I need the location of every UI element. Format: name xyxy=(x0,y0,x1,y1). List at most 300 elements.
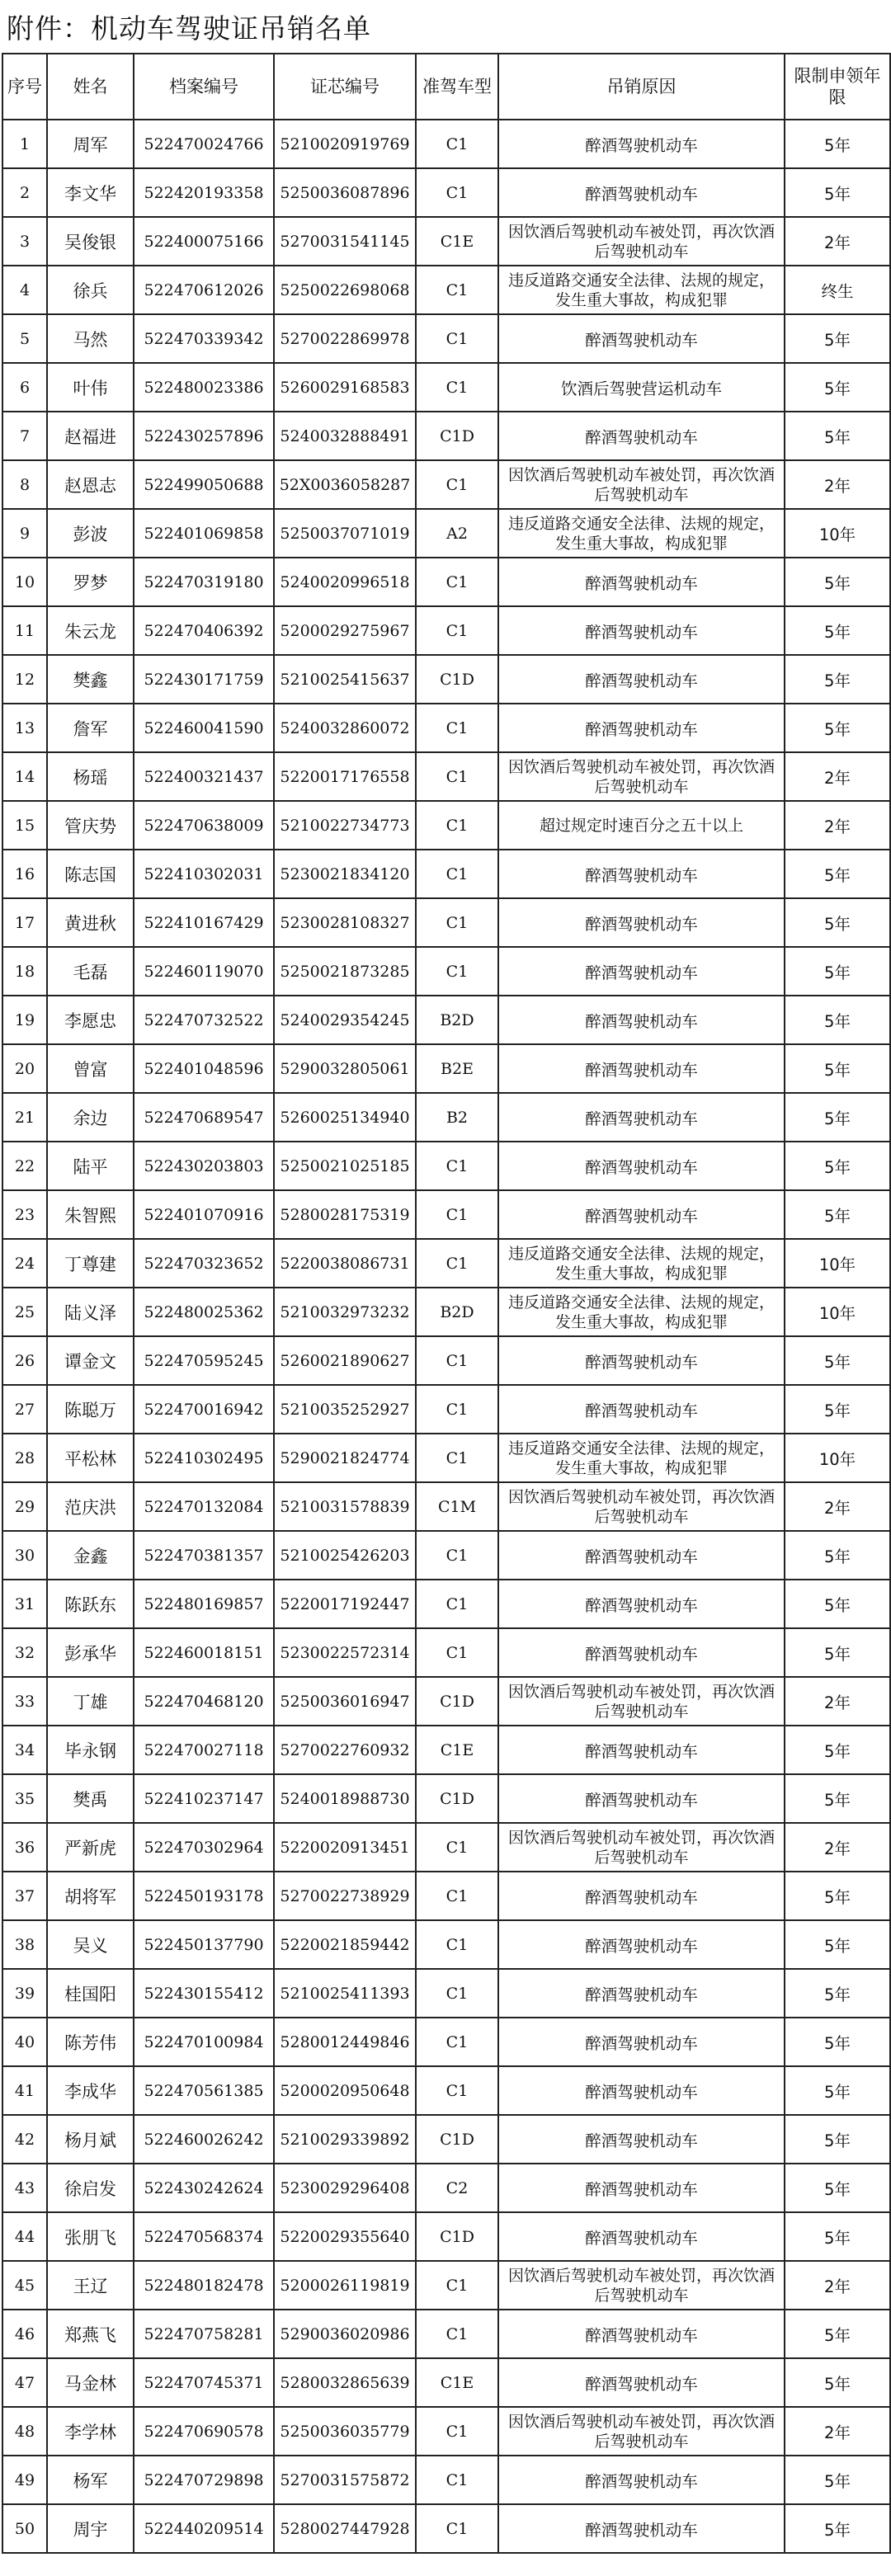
cell-file-no: 522470100984 xyxy=(134,2018,274,2066)
cell-seq: 36 xyxy=(2,1823,47,1872)
table-row xyxy=(2,801,890,850)
cell-name: 陆平 xyxy=(47,1142,134,1190)
cell-seq: 18 xyxy=(2,947,47,996)
cell-file-no: 522480023386 xyxy=(134,363,274,412)
cell-limit: 5年 xyxy=(785,1093,890,1142)
cell-class: C1 xyxy=(416,1872,498,1920)
cell-cert-no: 5270031575872 xyxy=(274,2456,416,2504)
table-row xyxy=(2,363,890,412)
cell-limit: 5年 xyxy=(785,2504,890,2553)
cell-seq: 45 xyxy=(2,2261,47,2310)
cell-cert-no: 5270022869978 xyxy=(274,314,416,363)
cell-seq: 34 xyxy=(2,1726,47,1774)
cell-limit: 5年 xyxy=(785,168,890,217)
cell-class: C1 xyxy=(416,1823,498,1872)
table-row xyxy=(2,606,890,655)
cell-seq: 14 xyxy=(2,752,47,801)
table-row xyxy=(2,898,890,947)
header-cert-no: 证芯编号 xyxy=(274,54,416,120)
cell-class: C1 xyxy=(416,2407,498,2456)
cell-reason: 因饮酒后驾驶机动车被处罚，再次饮酒后驾驶机动车 xyxy=(498,2261,785,2310)
cell-name: 罗梦 xyxy=(47,558,134,606)
table-row xyxy=(2,2164,890,2212)
revocation-table xyxy=(2,53,891,2554)
cell-class: C1 xyxy=(416,2018,498,2066)
cell-limit: 5年 xyxy=(785,2212,890,2261)
cell-reason: 醉酒驾驶机动车 xyxy=(498,996,785,1044)
cell-file-no: 522460026242 xyxy=(134,2115,274,2164)
cell-name: 丁雄 xyxy=(47,1677,134,1726)
cell-name: 曾富 xyxy=(47,1044,134,1093)
table-row xyxy=(2,704,890,752)
cell-limit: 10年 xyxy=(785,1288,890,1336)
cell-limit: 5年 xyxy=(785,1044,890,1093)
cell-limit: 5年 xyxy=(785,412,890,460)
cell-cert-no: 5290036020986 xyxy=(274,2310,416,2358)
cell-seq: 24 xyxy=(2,1239,47,1288)
cell-name: 彭承华 xyxy=(47,1628,134,1677)
cell-limit: 终生 xyxy=(785,266,890,314)
cell-class: C1 xyxy=(416,1142,498,1190)
cell-file-no: 522440209514 xyxy=(134,2504,274,2553)
cell-reason: 醉酒驾驶机动车 xyxy=(498,1628,785,1677)
cell-cert-no: 5250036087896 xyxy=(274,168,416,217)
cell-name: 平松林 xyxy=(47,1434,134,1482)
cell-seq: 21 xyxy=(2,1093,47,1142)
cell-class: C1 xyxy=(416,2261,498,2310)
table-row xyxy=(2,1190,890,1239)
cell-file-no: 522470406392 xyxy=(134,606,274,655)
cell-class: C1 xyxy=(416,1920,498,1969)
cell-class: C1 xyxy=(416,1531,498,1580)
cell-file-no: 522470595245 xyxy=(134,1336,274,1385)
cell-seq: 39 xyxy=(2,1969,47,2018)
cell-seq: 8 xyxy=(2,460,47,509)
cell-cert-no: 5230021834120 xyxy=(274,850,416,898)
cell-limit: 5年 xyxy=(785,606,890,655)
cell-class: C1D xyxy=(416,1774,498,1823)
table-row xyxy=(2,1872,890,1920)
cell-file-no: 522430155412 xyxy=(134,1969,274,2018)
cell-limit: 5年 xyxy=(785,2164,890,2212)
cell-limit: 5年 xyxy=(785,1142,890,1190)
cell-limit: 5年 xyxy=(785,2018,890,2066)
cell-name: 陈志国 xyxy=(47,850,134,898)
cell-name: 马然 xyxy=(47,314,134,363)
table-row xyxy=(2,1969,890,2018)
header-reason: 吊销原因 xyxy=(498,54,785,120)
cell-name: 陆义泽 xyxy=(47,1288,134,1336)
cell-file-no: 522460119070 xyxy=(134,947,274,996)
cell-name: 周军 xyxy=(47,120,134,168)
cell-class: C1 xyxy=(416,168,498,217)
cell-name: 彭波 xyxy=(47,509,134,558)
cell-file-no: 522401069858 xyxy=(134,509,274,558)
cell-class: C1 xyxy=(416,1580,498,1628)
cell-name: 陈芳伟 xyxy=(47,2018,134,2066)
table-row xyxy=(2,1288,890,1336)
cell-cert-no: 5250036016947 xyxy=(274,1677,416,1726)
cell-name: 吴俊银 xyxy=(47,217,134,266)
cell-reason: 醉酒驾驶机动车 xyxy=(498,2310,785,2358)
cell-reason: 醉酒驾驶机动车 xyxy=(498,2358,785,2407)
cell-name: 朱云龙 xyxy=(47,606,134,655)
table-row xyxy=(2,2407,890,2456)
cell-name: 桂国阳 xyxy=(47,1969,134,2018)
cell-seq: 22 xyxy=(2,1142,47,1190)
cell-file-no: 522460018151 xyxy=(134,1628,274,1677)
cell-reason: 醉酒驾驶机动车 xyxy=(498,2212,785,2261)
cell-seq: 3 xyxy=(2,217,47,266)
cell-seq: 29 xyxy=(2,1482,47,1531)
cell-class: C1 xyxy=(416,266,498,314)
cell-name: 李愿忠 xyxy=(47,996,134,1044)
table-row xyxy=(2,1726,890,1774)
cell-seq: 42 xyxy=(2,2115,47,2164)
table-row xyxy=(2,2310,890,2358)
cell-name: 樊鑫 xyxy=(47,655,134,704)
table-row xyxy=(2,120,890,168)
cell-file-no: 522499050688 xyxy=(134,460,274,509)
cell-file-no: 522400075166 xyxy=(134,217,274,266)
cell-file-no: 522470745371 xyxy=(134,2358,274,2407)
cell-class: C1E xyxy=(416,2358,498,2407)
table-row xyxy=(2,558,890,606)
cell-file-no: 522410237147 xyxy=(134,1774,274,1823)
header-row xyxy=(2,54,890,120)
cell-seq: 35 xyxy=(2,1774,47,1823)
cell-seq: 33 xyxy=(2,1677,47,1726)
header-limit: 限制申领年限 xyxy=(785,54,890,120)
cell-file-no: 522470468120 xyxy=(134,1677,274,1726)
cell-reason: 醉酒驾驶机动车 xyxy=(498,1969,785,2018)
cell-file-no: 522470016942 xyxy=(134,1385,274,1434)
cell-limit: 5年 xyxy=(785,120,890,168)
cell-name: 樊禹 xyxy=(47,1774,134,1823)
cell-file-no: 522470339342 xyxy=(134,314,274,363)
cell-file-no: 522470758281 xyxy=(134,2310,274,2358)
cell-file-no: 522430171759 xyxy=(134,655,274,704)
cell-name: 毕永钢 xyxy=(47,1726,134,1774)
table-row xyxy=(2,1385,890,1434)
cell-cert-no: 5260025134940 xyxy=(274,1093,416,1142)
table-row xyxy=(2,1774,890,1823)
cell-class: C1 xyxy=(416,1190,498,1239)
table-row xyxy=(2,2212,890,2261)
cell-file-no: 522401048596 xyxy=(134,1044,274,1093)
cell-cert-no: 5240032888491 xyxy=(274,412,416,460)
table-row xyxy=(2,2456,890,2504)
cell-cert-no: 5220017176558 xyxy=(274,752,416,801)
cell-class: C1 xyxy=(416,752,498,801)
table-row xyxy=(2,314,890,363)
cell-name: 张朋飞 xyxy=(47,2212,134,2261)
cell-file-no: 522460041590 xyxy=(134,704,274,752)
cell-cert-no: 5240032860072 xyxy=(274,704,416,752)
cell-cert-no: 5260029168583 xyxy=(274,363,416,412)
cell-limit: 5年 xyxy=(785,558,890,606)
cell-seq: 48 xyxy=(2,2407,47,2456)
cell-class: C1 xyxy=(416,2504,498,2553)
cell-cert-no: 5200020950648 xyxy=(274,2066,416,2115)
cell-cert-no: 5210025426203 xyxy=(274,1531,416,1580)
table-row xyxy=(2,947,890,996)
cell-cert-no: 5250022698068 xyxy=(274,266,416,314)
table-row xyxy=(2,1044,890,1093)
cell-limit: 5年 xyxy=(785,2310,890,2358)
cell-file-no: 522470638009 xyxy=(134,801,274,850)
cell-reason: 因饮酒后驾驶机动车被处罚，再次饮酒后驾驶机动车 xyxy=(498,1482,785,1531)
cell-reason: 醉酒驾驶机动车 xyxy=(498,1385,785,1434)
cell-reason: 醉酒驾驶机动车 xyxy=(498,1726,785,1774)
cell-cert-no: 5250021873285 xyxy=(274,947,416,996)
cell-limit: 5年 xyxy=(785,1920,890,1969)
cell-cert-no: 5270022760932 xyxy=(274,1726,416,1774)
cell-file-no: 522450193178 xyxy=(134,1872,274,1920)
cell-seq: 13 xyxy=(2,704,47,752)
cell-cert-no: 5280027447928 xyxy=(274,2504,416,2553)
cell-cert-no: 5290021824774 xyxy=(274,1434,416,1482)
cell-limit: 5年 xyxy=(785,947,890,996)
cell-reason: 醉酒驾驶机动车 xyxy=(498,120,785,168)
cell-seq: 11 xyxy=(2,606,47,655)
cell-seq: 28 xyxy=(2,1434,47,1482)
header-seq: 序号 xyxy=(2,54,47,120)
table-row xyxy=(2,1823,890,1872)
cell-file-no: 522470689547 xyxy=(134,1093,274,1142)
table-row xyxy=(2,217,890,266)
cell-reason: 违反道路交通安全法律、法规的规定，发生重大事故，构成犯罪 xyxy=(498,509,785,558)
cell-seq: 9 xyxy=(2,509,47,558)
cell-reason: 违反道路交通安全法律、法规的规定，发生重大事故，构成犯罪 xyxy=(498,1288,785,1336)
table-row xyxy=(2,2261,890,2310)
cell-reason: 因饮酒后驾驶机动车被处罚，再次饮酒后驾驶机动车 xyxy=(498,752,785,801)
cell-reason: 醉酒驾驶机动车 xyxy=(498,1920,785,1969)
cell-seq: 31 xyxy=(2,1580,47,1628)
cell-cert-no: 5230028108327 xyxy=(274,898,416,947)
cell-name: 毛磊 xyxy=(47,947,134,996)
cell-file-no: 522480182478 xyxy=(134,2261,274,2310)
table-row xyxy=(2,2504,890,2553)
table-row xyxy=(2,1239,890,1288)
cell-limit: 5年 xyxy=(785,850,890,898)
cell-name: 黄进秋 xyxy=(47,898,134,947)
cell-class: C1 xyxy=(416,898,498,947)
cell-cert-no: 5250021025185 xyxy=(274,1142,416,1190)
cell-file-no: 522420193358 xyxy=(134,168,274,217)
cell-reason: 醉酒驾驶机动车 xyxy=(498,314,785,363)
cell-class: A2 xyxy=(416,509,498,558)
table-row xyxy=(2,2358,890,2407)
cell-limit: 5年 xyxy=(785,1385,890,1434)
cell-reason: 醉酒驾驶机动车 xyxy=(498,168,785,217)
cell-cert-no: 5220038086731 xyxy=(274,1239,416,1288)
cell-seq: 27 xyxy=(2,1385,47,1434)
cell-class: B2D xyxy=(416,996,498,1044)
cell-class: C1 xyxy=(416,947,498,996)
cell-reason: 醉酒驾驶机动车 xyxy=(498,1531,785,1580)
cell-seq: 49 xyxy=(2,2456,47,2504)
cell-cert-no: 5210031578839 xyxy=(274,1482,416,1531)
cell-name: 赵福进 xyxy=(47,412,134,460)
cell-class: C1D xyxy=(416,2115,498,2164)
cell-cert-no: 5290032805061 xyxy=(274,1044,416,1093)
cell-limit: 2年 xyxy=(785,217,890,266)
cell-name: 李文华 xyxy=(47,168,134,217)
cell-cert-no: 5220029355640 xyxy=(274,2212,416,2261)
cell-reason: 醉酒驾驶机动车 xyxy=(498,704,785,752)
cell-cert-no: 5280012449846 xyxy=(274,2018,416,2066)
cell-seq: 1 xyxy=(2,120,47,168)
cell-name: 陈聪万 xyxy=(47,1385,134,1434)
cell-limit: 2年 xyxy=(785,1482,890,1531)
table-row xyxy=(2,1677,890,1726)
cell-seq: 41 xyxy=(2,2066,47,2115)
cell-file-no: 522401070916 xyxy=(134,1190,274,1239)
cell-limit: 5年 xyxy=(785,1628,890,1677)
cell-reason: 醉酒驾驶机动车 xyxy=(498,2164,785,2212)
cell-class: C1 xyxy=(416,363,498,412)
cell-cert-no: 5250036035779 xyxy=(274,2407,416,2456)
cell-class: C1 xyxy=(416,1385,498,1434)
cell-limit: 10年 xyxy=(785,1434,890,1482)
cell-reason: 违反道路交通安全法律、法规的规定，发生重大事故，构成犯罪 xyxy=(498,266,785,314)
cell-limit: 2年 xyxy=(785,460,890,509)
cell-name: 吴义 xyxy=(47,1920,134,1969)
table-row xyxy=(2,1920,890,1969)
table-row xyxy=(2,168,890,217)
cell-name: 徐兵 xyxy=(47,266,134,314)
cell-class: B2E xyxy=(416,1044,498,1093)
cell-reason: 因饮酒后驾驶机动车被处罚，再次饮酒后驾驶机动车 xyxy=(498,460,785,509)
table-row xyxy=(2,1531,890,1580)
cell-file-no: 522480169857 xyxy=(134,1580,274,1628)
cell-limit: 2年 xyxy=(785,2261,890,2310)
cell-class: C1 xyxy=(416,120,498,168)
cell-name: 赵恩志 xyxy=(47,460,134,509)
cell-limit: 5年 xyxy=(785,363,890,412)
cell-cert-no: 5210025411393 xyxy=(274,1969,416,2018)
cell-cert-no: 5270031541145 xyxy=(274,217,416,266)
cell-class: B2 xyxy=(416,1093,498,1142)
cell-file-no: 522410302495 xyxy=(134,1434,274,1482)
cell-reason: 醉酒驾驶机动车 xyxy=(498,655,785,704)
cell-cert-no: 5210020919769 xyxy=(274,120,416,168)
cell-reason: 醉酒驾驶机动车 xyxy=(498,947,785,996)
cell-cert-no: 52X0036058287 xyxy=(274,460,416,509)
cell-limit: 5年 xyxy=(785,898,890,947)
table-row xyxy=(2,1093,890,1142)
table-body xyxy=(2,120,890,2553)
table-row xyxy=(2,2066,890,2115)
cell-file-no: 522430257896 xyxy=(134,412,274,460)
cell-name: 杨瑶 xyxy=(47,752,134,801)
cell-seq: 4 xyxy=(2,266,47,314)
cell-limit: 5年 xyxy=(785,2115,890,2164)
cell-seq: 47 xyxy=(2,2358,47,2407)
cell-seq: 16 xyxy=(2,850,47,898)
cell-cert-no: 5210025415637 xyxy=(274,655,416,704)
cell-seq: 5 xyxy=(2,314,47,363)
cell-cert-no: 5250037071019 xyxy=(274,509,416,558)
cell-class: C1D xyxy=(416,2212,498,2261)
table-row xyxy=(2,655,890,704)
cell-limit: 5年 xyxy=(785,704,890,752)
table-row xyxy=(2,266,890,314)
cell-reason: 违反道路交通安全法律、法规的规定，发生重大事故，构成犯罪 xyxy=(498,1434,785,1482)
cell-name: 叶伟 xyxy=(47,363,134,412)
cell-cert-no: 5210032973232 xyxy=(274,1288,416,1336)
cell-seq: 40 xyxy=(2,2018,47,2066)
cell-name: 王辽 xyxy=(47,2261,134,2310)
cell-file-no: 522470732522 xyxy=(134,996,274,1044)
cell-seq: 37 xyxy=(2,1872,47,1920)
cell-class: C1 xyxy=(416,801,498,850)
cell-cert-no: 5200029275967 xyxy=(274,606,416,655)
cell-limit: 5年 xyxy=(785,1190,890,1239)
cell-cert-no: 5240020996518 xyxy=(274,558,416,606)
table-row xyxy=(2,2115,890,2164)
cell-class: C1D xyxy=(416,655,498,704)
cell-reason: 醉酒驾驶机动车 xyxy=(498,898,785,947)
cell-cert-no: 5260021890627 xyxy=(274,1336,416,1385)
table-row xyxy=(2,752,890,801)
cell-name: 李成华 xyxy=(47,2066,134,2115)
cell-class: C1 xyxy=(416,1336,498,1385)
table-row xyxy=(2,412,890,460)
cell-limit: 2年 xyxy=(785,1677,890,1726)
cell-name: 胡将军 xyxy=(47,1872,134,1920)
cell-name: 马金林 xyxy=(47,2358,134,2407)
cell-class: C1 xyxy=(416,2456,498,2504)
cell-limit: 5年 xyxy=(785,1531,890,1580)
cell-cert-no: 5220017192447 xyxy=(274,1580,416,1628)
cell-seq: 20 xyxy=(2,1044,47,1093)
cell-reason: 超过规定时速百分之五十以上 xyxy=(498,801,785,850)
table-row xyxy=(2,1580,890,1628)
cell-reason: 醉酒驾驶机动车 xyxy=(498,1190,785,1239)
cell-seq: 43 xyxy=(2,2164,47,2212)
cell-seq: 17 xyxy=(2,898,47,947)
cell-reason: 醉酒驾驶机动车 xyxy=(498,2504,785,2553)
cell-seq: 23 xyxy=(2,1190,47,1239)
cell-seq: 10 xyxy=(2,558,47,606)
table-row xyxy=(2,1336,890,1385)
header-file-no: 档案编号 xyxy=(134,54,274,120)
cell-name: 管庆势 xyxy=(47,801,134,850)
cell-seq: 6 xyxy=(2,363,47,412)
cell-class: C1 xyxy=(416,314,498,363)
cell-reason: 因饮酒后驾驶机动车被处罚，再次饮酒后驾驶机动车 xyxy=(498,217,785,266)
cell-class: C1 xyxy=(416,1239,498,1288)
cell-file-no: 522450137790 xyxy=(134,1920,274,1969)
cell-seq: 32 xyxy=(2,1628,47,1677)
cell-file-no: 522470302964 xyxy=(134,1823,274,1872)
cell-class: C1 xyxy=(416,606,498,655)
cell-limit: 5年 xyxy=(785,2456,890,2504)
cell-name: 陈跃东 xyxy=(47,1580,134,1628)
cell-name: 朱智熙 xyxy=(47,1190,134,1239)
cell-reason: 醉酒驾驶机动车 xyxy=(498,1093,785,1142)
cell-cert-no: 5210035252927 xyxy=(274,1385,416,1434)
cell-name: 范庆洪 xyxy=(47,1482,134,1531)
cell-cert-no: 5200026119819 xyxy=(274,2261,416,2310)
cell-limit: 2年 xyxy=(785,752,890,801)
cell-reason: 醉酒驾驶机动车 xyxy=(498,1872,785,1920)
cell-limit: 10年 xyxy=(785,1239,890,1288)
cell-limit: 5年 xyxy=(785,655,890,704)
cell-file-no: 522470319180 xyxy=(134,558,274,606)
